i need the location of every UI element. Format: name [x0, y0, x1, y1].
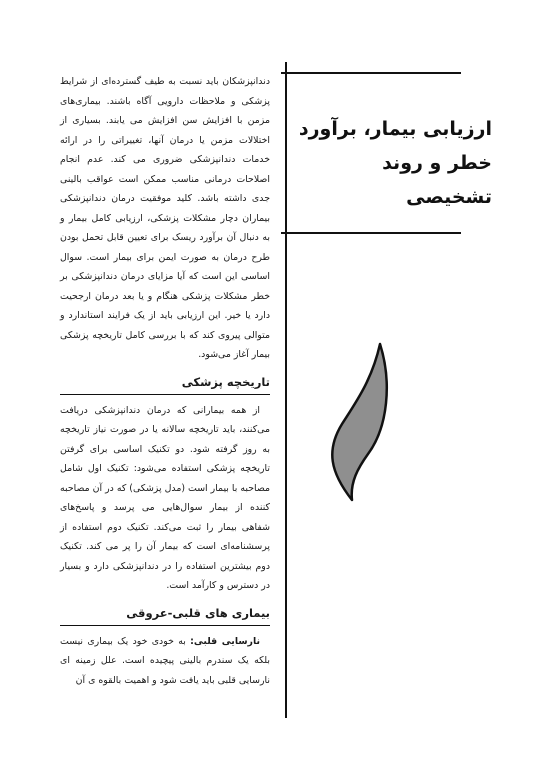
title-bottom-rule [281, 232, 461, 234]
section-heading-medical-history: تاریخچه پزشکی [60, 373, 270, 395]
heart-failure-runin: نارسایی قلبی: [190, 635, 260, 647]
heart-failure-paragraph [60, 632, 270, 691]
section-heading-cardiovascular: بیماری های قلبی-عروقی [60, 604, 270, 626]
vertical-rule [285, 62, 287, 718]
chapter-number-glyph [322, 342, 402, 502]
chapter-title-line-2: خطر و روند تشخیصی [382, 152, 492, 208]
chapter-title-line-1: ارزیابی بیمار، برآورد [298, 118, 492, 140]
title-top-rule [281, 72, 461, 74]
intro-paragraph: دندانپزشکان باید نسبت به طیف گسترده‌ای از شرایط پزشکی و ملاحظات دارویی آگاه باشند. بیماری‌های مزمن با افزایش سن افزایش می یابند. بسیاری از اختلالات مزمن یا درمان آنها، تغییراتی را در ارائه خدمات دندانپزشکی ضروری می کند. عدم انجام اصلاحات درمانی مناسب ممکن است عواقب بالینی جدی داشته باشد. کلید موفقیت درمان دندانپزشکی بیماران دچار مشکلات پزشکی، ارزیابی کامل بیمار و به دنبال آن برآورد ریسک برای تعیین قابل تحمل بودن طرح درمان به صورت ایمن برای بیمار است. سوال اساسی این است که آیا مزایای درمان دندانپزشکی بر خطر مشکلات پزشکی هنگام و یا بعد درمان ارجحیت دارد یا خیر. این ارزیابی باید از یک فرایند استاندارد و متوالی پیروی کند که با بررسی کامل تاریخچه پزشکی بیمار آغاز می‌شود. [60, 76, 270, 360]
heart-failure-text: به خودی خود یک بیماری نیست بلکه یک سندرم بالینی پیچیده است. علل زمینه ای نارسایی قلبی باید یافت شود و اهمیت بالقوه ی آن [60, 635, 270, 686]
chapter-number [322, 342, 402, 502]
chapter-title [292, 112, 492, 214]
medical-history-paragraph: از همه بیمارانی که درمان دندانپزشکی دریافت می‌کنند، باید تاریخچه سالانه یا در صورت نیاز تاریخچه به روز گرفته شود. دو تکنیک اساسی برای گرفتن تاریخچه پزشکی استفاده می‌شود: تکنیک اول شامل مصاحبه با بیمار است (مدل پزشکی) که در آن مصاحبه کننده از بیمار سوال‌هایی می پرسد و پاسخ‌های شفاهی بیمار را ثبت می‌کند. تکنیک دوم استفاده از پرسشنامه‌ای است که بیمار آن را پر می کند. تکنیک دوم بیشترین استفاده را در دندانپزشکی دارد و بسیار در دسترس و کارآمد است. [60, 404, 270, 591]
body-text-column [60, 72, 270, 690]
